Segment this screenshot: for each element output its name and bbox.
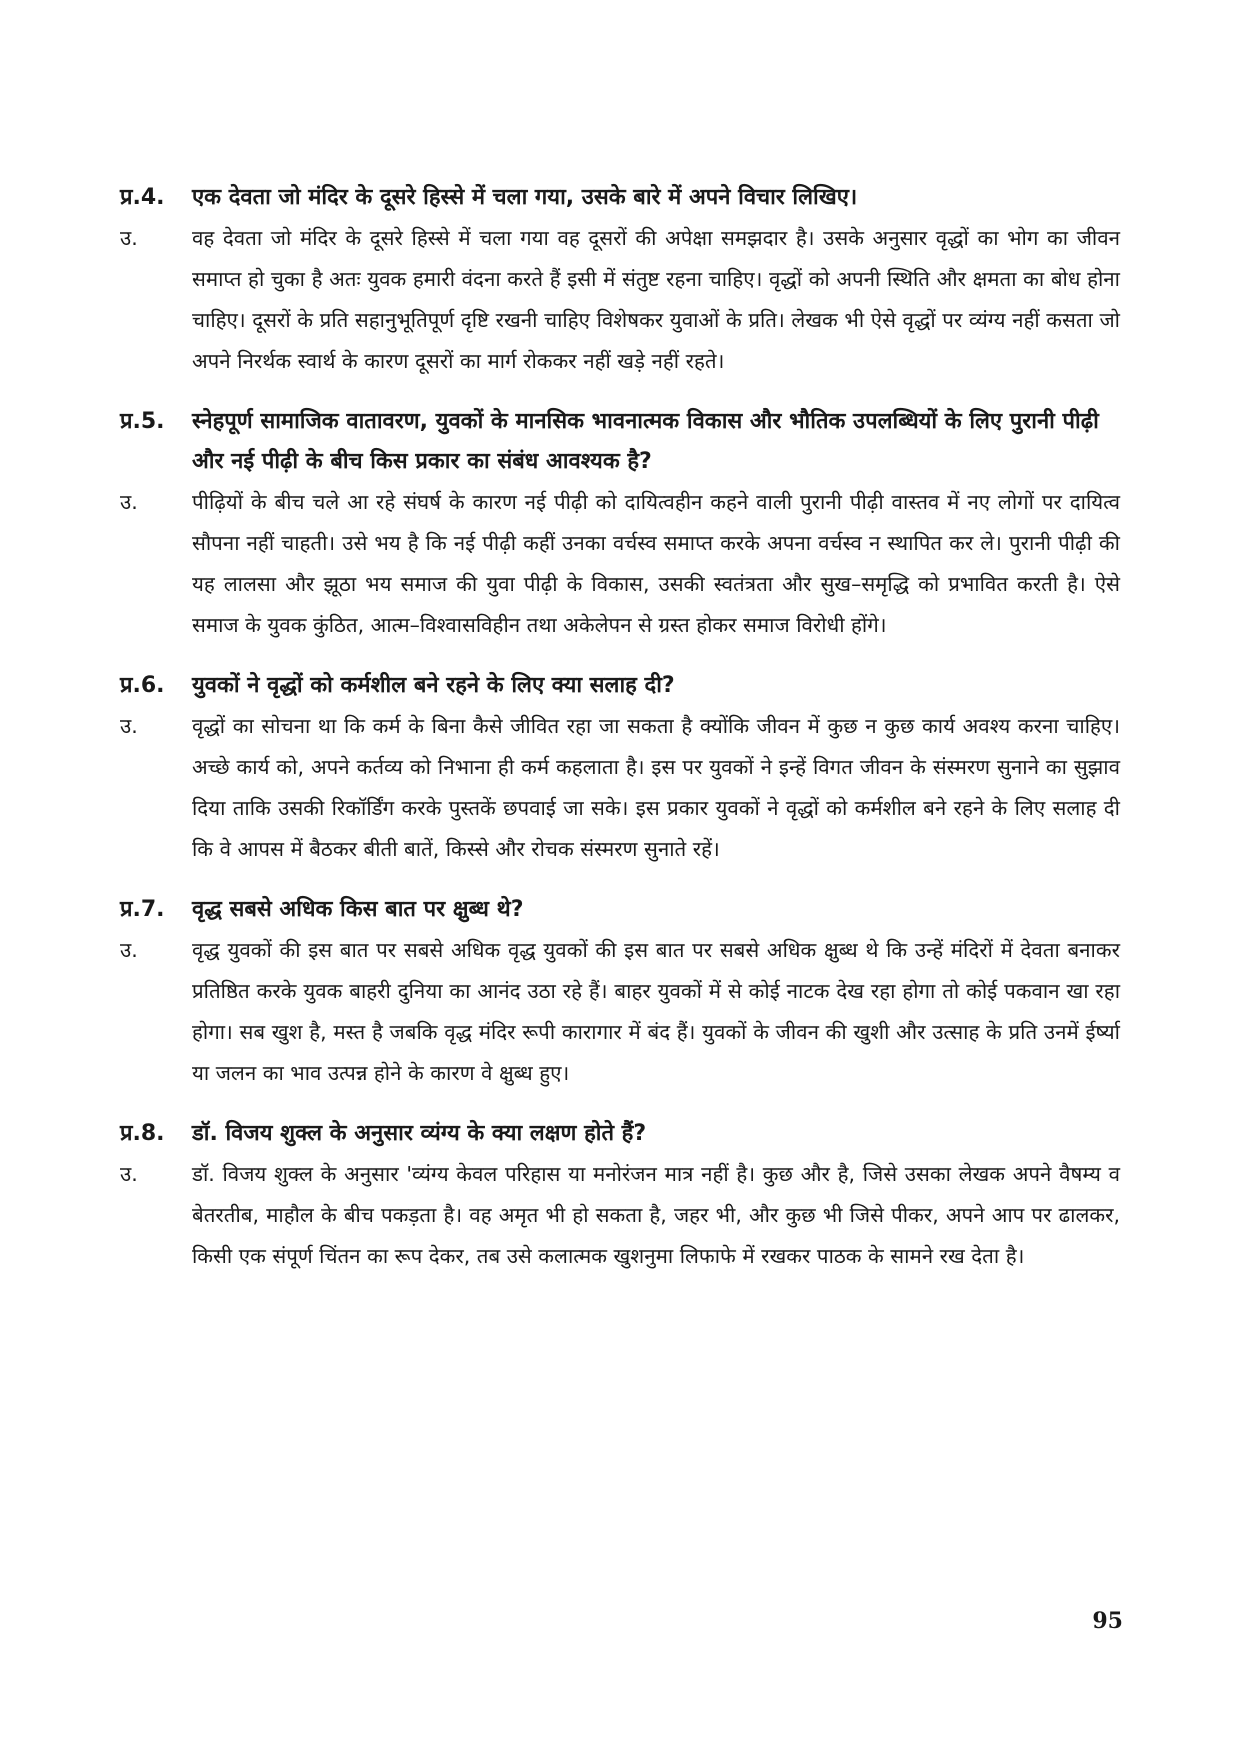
answer-row — [120, 706, 1120, 870]
question-text: युवकों ने वृद्धों को कर्मशील बने रहने के लिए क्या सलाह दी? — [192, 673, 675, 698]
answer-label: उ. — [120, 490, 138, 514]
question-label: प्र.8. — [120, 1121, 165, 1146]
answer-label: उ. — [120, 714, 138, 738]
question-text: वृद्ध सबसे अधिक किस बात पर क्षुब्ध थे? — [192, 897, 524, 922]
question-label: प्र.5. — [120, 409, 165, 434]
answer-row — [120, 1154, 1120, 1277]
answer-text: वृद्ध युवकों की इस बात पर सबसे अधिक वृद्ध युवकों की इस बात पर सबसे अधिक क्षुब्ध थे कि उन्हें मंदिरों में देवता बनाकर प्रतिष्ठित करके युवक बाहरी दुनिया का आनंद उठा रहे हैं। बाहर युवकों में से कोई नाटक देख रहा होगा तो कोई पकवान खा रहा होगा। सब खुश है, मस्त है जबकि वृद्ध मंदिर रूपी कारागार में बंद हैं। युवकों के जीवन की खुशी और उत्साह के प्रति उनमें ईर्ष्या या जलन का भाव उत्पन्न होने के कारण वे क्षुब्ध हुए। — [192, 938, 1120, 1085]
question-row — [120, 1114, 1120, 1154]
qa-block-7 — [120, 890, 1120, 1094]
question-text: डॉ. विजय शुक्ल के अनुसार व्यंग्य के क्या लक्षण होते हैं? — [192, 1121, 647, 1146]
page-number: 95 — [1092, 1608, 1123, 1634]
question-row — [120, 178, 1120, 218]
answer-row — [120, 482, 1120, 646]
answer-text: वह देवता जो मंदिर के दूसरे हिस्से में चला गया वह दूसरों की अपेक्षा समझदार है। उसके अनुसार वृद्धों का भोग का जीवन समाप्त हो चुका है अतः युवक हमारी वंदना करते हैं इसी में संतुष्ट रहना चाहिए। वृद्धों को अपनी स्थिति और क्षमता का बोध होना चाहिए। दूसरों के प्रति सहानुभूतिपूर्ण दृष्टि रखनी चाहिए विशेषकर युवाओं के प्रति। लेखक भी ऐसे वृद्धों पर व्यंग्य नहीं कसता जो अपने निरर्थक स्वार्थ के कारण दूसरों का मार्ग रोककर नहीं खड़े नहीं रहते। — [192, 226, 1120, 373]
question-label: प्र.6. — [120, 673, 165, 698]
qa-block-4 — [120, 178, 1120, 382]
answer-text: डॉ. विजय शुक्ल के अनुसार 'व्यंग्य केवल परिहास या मनोरंजन मात्र नहीं है। कुछ और है, जिसे उसका लेखक अपने वैषम्य व बेतरतीब, माहौल के बीच पकड़ता है। वह अमृत भी हो सकता है, जहर भी, और कुछ भी जिसे पीकर, अपने आप पर ढालकर, किसी एक संपूर्ण चिंतन का रूप देकर, तब उसे कलात्मक खुशनुमा लिफाफे में रखकर पाठक के सामने रख देता है। — [192, 1162, 1120, 1268]
answer-row — [120, 218, 1120, 382]
question-label: प्र.4. — [120, 185, 165, 210]
answer-text: वृद्धों का सोचना था कि कर्म के बिना कैसे जीवित रहा जा सकता है क्योंकि जीवन में कुछ न कुछ कार्य अवश्य करना चाहिए। अच्छे कार्य को, अपने कर्तव्य को निभाना ही कर्म कहलाता है। इस पर युवकों ने इन्हें विगत जीवन के संस्मरण सुनाने का सुझाव दिया ताकि उसकी रिकॉर्डिंग करके पुस्तकें छपवाई जा सके। इस प्रकार युवकों ने वृद्धों को कर्मशील बने रहने के लिए सलाह दी कि वे आपस में बैठकर बीती बातें, किस्से और रोचक संस्मरण सुनाते रहें। — [192, 714, 1120, 861]
answer-text: पीढ़ियों के बीच चले आ रहे संघर्ष के कारण नई पीढ़ी को दायित्वहीन कहने वाली पुरानी पीढ़ी वास्तव में नए लोगों पर दायित्व सौपना नहीं चाहती। उसे भय है कि नई पीढ़ी कहीं उनका वर्चस्व समाप्त करके अपना वर्चस्व न स्थापित कर ले। पुरानी पीढ़ी की यह लालसा और झूठा भय समाज की युवा पीढ़ी के विकास, उसकी स्वतंत्रता और सुख–समृद्धि को प्रभावित करती है। ऐसे समाज के युवक कुंठित, आत्म–विश्वासविहीन तथा अकेलेपन से ग्रस्त होकर समाज विरोधी होंगे। — [192, 490, 1120, 637]
qa-block-6 — [120, 666, 1120, 870]
qa-block-5 — [120, 402, 1120, 646]
question-text: स्नेहपूर्ण सामाजिक वातावरण, युवकों के मानसिक भावनात्मक विकास और भौतिक उपलब्धियों के लिए पुरानी पीढ़ी और नई पीढ़ी के बीच किस प्रकार का संबंध आवश्यक है? — [192, 409, 1099, 474]
question-label: प्र.7. — [120, 897, 165, 922]
question-text: एक देवता जो मंदिर के दूसरे हिस्से में चला गया, उसके बारे में अपने विचार लिखिए। — [192, 185, 858, 210]
question-row — [120, 890, 1120, 930]
qa-list — [120, 178, 1120, 1277]
answer-row — [120, 930, 1120, 1094]
question-row — [120, 666, 1120, 706]
answer-label: उ. — [120, 938, 138, 962]
question-row — [120, 402, 1120, 482]
answer-label: उ. — [120, 1162, 138, 1186]
qa-block-8 — [120, 1114, 1120, 1277]
answer-label: उ. — [120, 226, 138, 250]
